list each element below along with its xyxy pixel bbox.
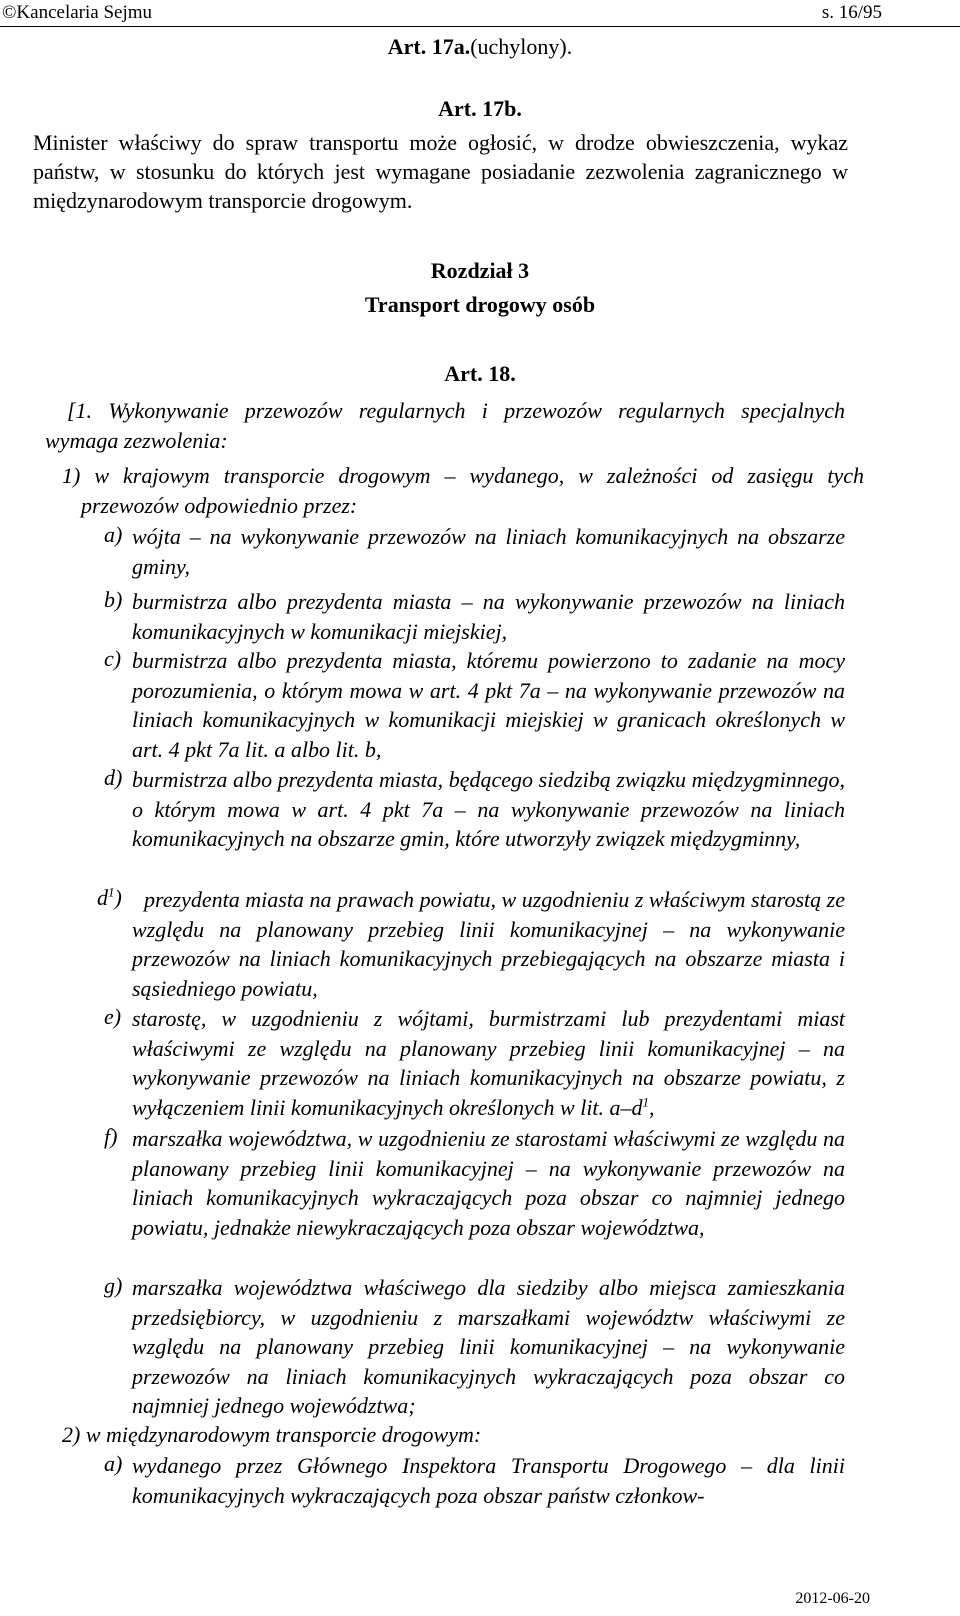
letter-a-text: wójta – na wykonywanie przewozów na liniach komunikacyjnych na obszarze gminy, xyxy=(132,524,845,579)
chapter-subtitle: Transport drogowy osób xyxy=(364,292,596,317)
art-18-par-1: [1. Wykonywanie przewozów regularnych i przewozów regularnych specjalnych wymaga zezwolenia: xyxy=(45,398,845,453)
letter-d1 xyxy=(97,885,122,911)
letter-a: a) xyxy=(104,522,123,547)
letter-f-text: marszałka województwa, w uzgodnieniu ze starostami właściwymi ze względu na planowany przebieg linii komunikacyjnej – na wykonywanie przewozów na liniach komunikacyjnych wykraczających poza obszar co najmniej jednego powiatu, jednakże niewykraczających poza obszar województwa, xyxy=(132,1126,845,1240)
art-17a-text: (uchylony). xyxy=(470,34,573,59)
letter-e-tail: , xyxy=(649,1094,655,1120)
header-source: ©Kancelaria Sejmu xyxy=(2,2,153,23)
letter-b: b) xyxy=(104,587,123,612)
chapter-title: Rozdział 3 xyxy=(430,258,530,283)
letter-e-text xyxy=(132,1004,845,1122)
letter-d: d) xyxy=(104,765,123,790)
page-header xyxy=(0,0,960,27)
letter-b-text: burmistrza albo prezydenta miasta – na wykonywanie przewozów na liniach komunikacyjnych w komunikacji miejskiej, xyxy=(132,589,845,644)
letter-g-text: marszałka województwa właściwego dla siedziby albo miejsca zamieszkania przedsiębiorcy, w uzgodnieniu z marszałkami województw właściwymi ze względu na planowany przebieg linii komunikacyjnej – na wykonywanie przewozów na liniach komunikacyjnych wykraczających poza obszar co najmniej jednego województwa; xyxy=(132,1275,845,1419)
art-17b-label: Art. 17b. xyxy=(438,96,522,121)
letter-f: f) xyxy=(104,1124,118,1149)
art-18-label: Art. 18. xyxy=(444,361,516,386)
letter-e: e) xyxy=(104,1004,122,1029)
page-number: s. 16/95 xyxy=(821,2,882,23)
letter-d1-letter: d xyxy=(97,885,108,910)
letter-d1-text: prezydenta miasta na prawach powiatu, w uzgodnieniu z właściwym starostą ze względu na planowany przebieg linii komunikacyjnej – na wykonywanie przewozów na liniach komunikacyjnych przebiegających na obszarze miasta i sąsiedniego powiatu, xyxy=(132,887,845,1001)
art-17a-label: Art. 17a. xyxy=(387,34,471,59)
letter-c-text: burmistrza albo prezydenta miasta, któremu powierzono to zadanie na mocy porozumienia, o którym mowa w art. 4 pkt 7a – na wykonywanie przewozów na liniach komunikacyjnych w komunikacji miejskiej w granicach określonych w art. 4 pkt 7a lit. a albo lit. b, xyxy=(132,648,845,762)
letter-c: c) xyxy=(104,646,122,671)
letter-g: g) xyxy=(104,1273,123,1298)
item-2: 2) w międzynarodowym transporcie drogowym: xyxy=(62,1422,482,1447)
art-17b-text: Minister właściwy do spraw transportu może ogłosić, w drodze obwieszczenia, wykaz państw, w stosunku do których jest wymagane posiadanie zezwolenia zagranicznego w międzynarodowym transporcie drogowym. xyxy=(33,130,848,213)
letter-e-sup: 1 xyxy=(642,1094,650,1110)
art-17a xyxy=(0,33,960,61)
letter-d1-close: ) xyxy=(114,885,122,910)
letter-d-text: burmistrza albo prezydenta miasta, będącego siedzibą związku międzygminnego, o którym mowa w art. 4 pkt 7a – na wykonywanie przewozów na liniach komunikacyjnych na obszarze gmin, które utworzyły związek międzygminny, xyxy=(132,767,845,852)
footer-date: 2012-06-20 xyxy=(795,1590,870,1607)
letter-e-body: starostę, w uzgodnieniu z wójtami, burmistrzami lub prezydentami miast właściwymi ze względu na planowany przebieg linii komunikacyjnej – na wykonywanie przewozów na liniach komunikacyjnych na obszarze powiatu, z wyłączeniem linii komunikacyjnych określonych w lit. a–d xyxy=(132,1006,845,1120)
letter-d1-sup: 1 xyxy=(108,884,115,900)
letter-a2-text: wydanego przez Głównego Inspektora Transportu Drogowego – dla linii komunikacyjnych wykraczających poza obszar państw członkow- xyxy=(132,1453,845,1508)
item-1: 1) w krajowym transporcie drogowym – wydanego, w zależności od zasięgu tych przewozów odpowiednio przez: xyxy=(62,463,864,518)
letter-a2: a) xyxy=(104,1451,123,1476)
